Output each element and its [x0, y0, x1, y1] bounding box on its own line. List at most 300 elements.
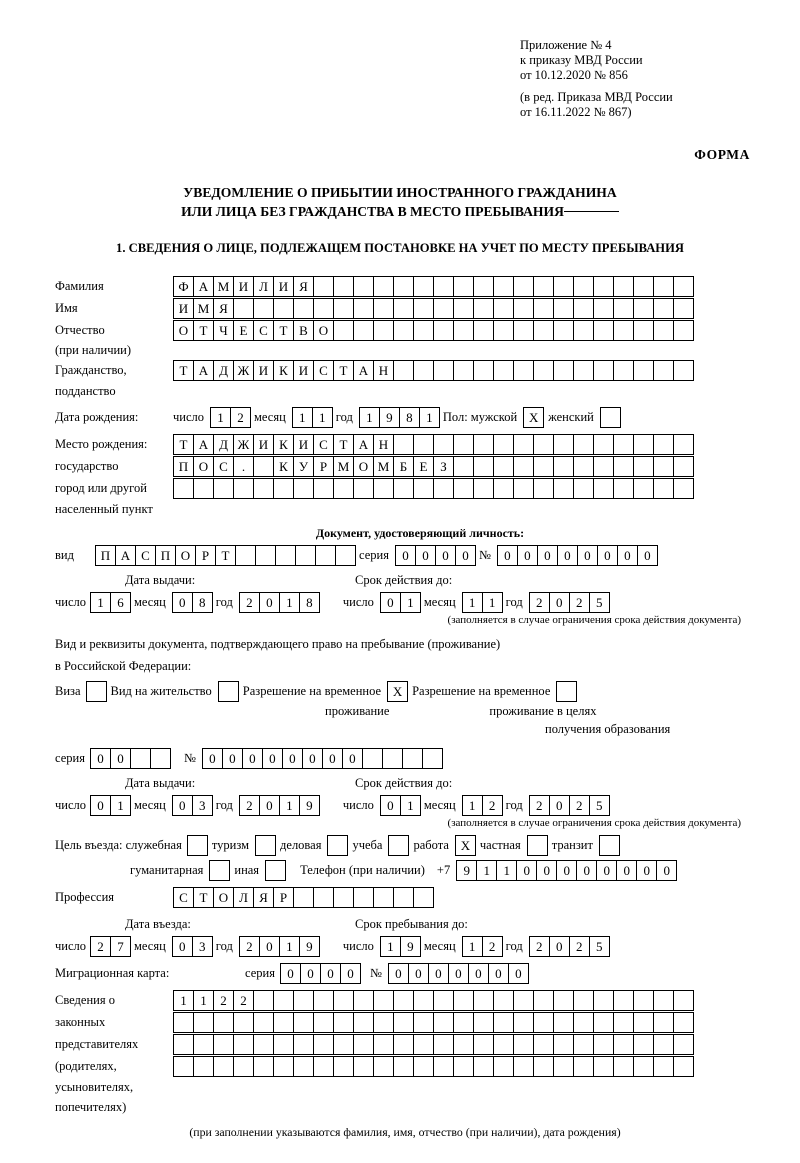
char-cell[interactable]: [593, 1056, 614, 1077]
char-cell[interactable]: [253, 1034, 274, 1055]
char-cell[interactable]: С: [173, 887, 194, 908]
char-cell[interactable]: М: [373, 456, 394, 477]
doc-issue-day-input[interactable]: [90, 592, 130, 613]
char-cell[interactable]: 1: [476, 860, 497, 881]
char-cell[interactable]: [473, 276, 494, 297]
char-cell[interactable]: [293, 990, 314, 1011]
char-cell[interactable]: И: [273, 276, 294, 297]
char-cell[interactable]: [653, 298, 674, 319]
char-cell[interactable]: [353, 1056, 374, 1077]
char-cell[interactable]: [493, 478, 514, 499]
char-cell[interactable]: .: [233, 456, 254, 477]
char-cell[interactable]: [273, 990, 294, 1011]
char-cell[interactable]: 0: [497, 545, 518, 566]
char-cell[interactable]: [253, 1012, 274, 1033]
char-cell[interactable]: [233, 1056, 254, 1077]
char-cell[interactable]: [335, 545, 356, 566]
char-cell[interactable]: [533, 1012, 554, 1033]
char-cell[interactable]: [633, 1056, 654, 1077]
char-cell[interactable]: [213, 478, 234, 499]
stay-valid-year-input[interactable]: [529, 795, 609, 816]
char-cell[interactable]: [573, 434, 594, 455]
char-cell[interactable]: [313, 1034, 334, 1055]
edu-residence-checkbox[interactable]: [556, 681, 577, 702]
char-cell[interactable]: [573, 360, 594, 381]
char-cell[interactable]: [673, 1056, 694, 1077]
char-cell[interactable]: [413, 276, 434, 297]
char-cell[interactable]: [633, 478, 654, 499]
char-cell[interactable]: И: [173, 298, 194, 319]
char-cell[interactable]: [315, 545, 336, 566]
char-cell[interactable]: [255, 545, 276, 566]
char-cell[interactable]: [413, 298, 434, 319]
char-cell[interactable]: [333, 1034, 354, 1055]
char-cell[interactable]: [433, 360, 454, 381]
char-cell[interactable]: [333, 1056, 354, 1077]
char-cell[interactable]: [402, 748, 423, 769]
char-cell[interactable]: [533, 434, 554, 455]
char-cell[interactable]: [533, 1056, 554, 1077]
char-cell[interactable]: 0: [90, 795, 111, 816]
char-cell[interactable]: [413, 887, 434, 908]
stay-issue-year-input[interactable]: [239, 795, 319, 816]
char-cell[interactable]: 5: [589, 936, 610, 957]
char-cell[interactable]: [533, 1034, 554, 1055]
char-cell[interactable]: [275, 545, 296, 566]
char-cell[interactable]: 0: [242, 748, 263, 769]
char-cell[interactable]: [293, 1034, 314, 1055]
stay-number-input[interactable]: [202, 748, 442, 769]
char-cell[interactable]: [293, 1012, 314, 1033]
char-cell[interactable]: [313, 478, 334, 499]
mig-number-input[interactable]: [388, 963, 528, 984]
char-cell[interactable]: [473, 478, 494, 499]
char-cell[interactable]: [453, 1034, 474, 1055]
char-cell[interactable]: [333, 1012, 354, 1033]
char-cell[interactable]: Л: [233, 887, 254, 908]
char-cell[interactable]: 0: [549, 795, 570, 816]
char-cell[interactable]: 2: [569, 795, 590, 816]
char-cell[interactable]: [253, 1056, 274, 1077]
char-cell[interactable]: [553, 1056, 574, 1077]
char-cell[interactable]: [213, 1034, 234, 1055]
char-cell[interactable]: [513, 990, 534, 1011]
char-cell[interactable]: [353, 887, 374, 908]
char-cell[interactable]: [593, 298, 614, 319]
char-cell[interactable]: [653, 276, 674, 297]
patronymic-input[interactable]: [173, 320, 693, 341]
char-cell[interactable]: 9: [379, 407, 400, 428]
char-cell[interactable]: У: [293, 456, 314, 477]
char-cell[interactable]: [293, 887, 314, 908]
char-cell[interactable]: [373, 1056, 394, 1077]
purpose-other-checkbox[interactable]: [265, 860, 286, 881]
char-cell[interactable]: [333, 320, 354, 341]
char-cell[interactable]: П: [155, 545, 176, 566]
purpose-study-checkbox[interactable]: [388, 835, 409, 856]
char-cell[interactable]: Т: [173, 434, 194, 455]
char-cell[interactable]: А: [193, 434, 214, 455]
char-cell[interactable]: [673, 990, 694, 1011]
char-cell[interactable]: [513, 298, 534, 319]
char-cell[interactable]: А: [193, 276, 214, 297]
char-cell[interactable]: [333, 276, 354, 297]
char-cell[interactable]: 0: [282, 748, 303, 769]
char-cell[interactable]: Т: [193, 887, 214, 908]
char-cell[interactable]: [473, 320, 494, 341]
char-cell[interactable]: [373, 320, 394, 341]
char-cell[interactable]: [193, 1056, 214, 1077]
char-cell[interactable]: 1: [173, 990, 194, 1011]
stay-valid-day-input[interactable]: [380, 795, 420, 816]
char-cell[interactable]: 0: [516, 860, 537, 881]
char-cell[interactable]: [273, 298, 294, 319]
char-cell[interactable]: [573, 1012, 594, 1033]
char-cell[interactable]: 1: [380, 936, 401, 957]
char-cell[interactable]: [235, 545, 256, 566]
char-cell[interactable]: О: [173, 320, 194, 341]
char-cell[interactable]: [433, 478, 454, 499]
char-cell[interactable]: [553, 1012, 574, 1033]
char-cell[interactable]: 2: [239, 795, 260, 816]
char-cell[interactable]: [533, 320, 554, 341]
char-cell[interactable]: Я: [253, 887, 274, 908]
char-cell[interactable]: Д: [213, 434, 234, 455]
char-cell[interactable]: Н: [373, 360, 394, 381]
char-cell[interactable]: Т: [333, 434, 354, 455]
profession-input[interactable]: [173, 887, 433, 908]
char-cell[interactable]: [313, 887, 334, 908]
stay-until-month-input[interactable]: [462, 936, 502, 957]
char-cell[interactable]: [433, 276, 454, 297]
char-cell[interactable]: [653, 1034, 674, 1055]
char-cell[interactable]: 0: [259, 936, 280, 957]
char-cell[interactable]: А: [193, 360, 214, 381]
char-cell[interactable]: [433, 1056, 454, 1077]
char-cell[interactable]: Я: [213, 298, 234, 319]
char-cell[interactable]: [473, 360, 494, 381]
char-cell[interactable]: 0: [408, 963, 429, 984]
char-cell[interactable]: [533, 478, 554, 499]
char-cell[interactable]: [513, 360, 534, 381]
char-cell[interactable]: [193, 1034, 214, 1055]
char-cell[interactable]: И: [293, 360, 314, 381]
char-cell[interactable]: [553, 360, 574, 381]
char-cell[interactable]: [653, 456, 674, 477]
char-cell[interactable]: [213, 1056, 234, 1077]
char-cell[interactable]: [373, 298, 394, 319]
char-cell[interactable]: 0: [262, 748, 283, 769]
char-cell[interactable]: 8: [192, 592, 213, 613]
char-cell[interactable]: [553, 478, 574, 499]
char-cell[interactable]: 0: [280, 963, 301, 984]
char-cell[interactable]: [573, 478, 594, 499]
char-cell[interactable]: Е: [233, 320, 254, 341]
char-cell[interactable]: [613, 298, 634, 319]
char-cell[interactable]: [553, 1034, 574, 1055]
char-cell[interactable]: [373, 887, 394, 908]
char-cell[interactable]: [433, 320, 454, 341]
char-cell[interactable]: 6: [110, 592, 131, 613]
char-cell[interactable]: [493, 1034, 514, 1055]
char-cell[interactable]: К: [273, 360, 294, 381]
char-cell[interactable]: 0: [617, 545, 638, 566]
char-cell[interactable]: [593, 990, 614, 1011]
char-cell[interactable]: 1: [279, 592, 300, 613]
char-cell[interactable]: 0: [517, 545, 538, 566]
char-cell[interactable]: [393, 320, 414, 341]
purpose-work-checkbox[interactable]: X: [455, 835, 476, 856]
char-cell[interactable]: И: [293, 434, 314, 455]
doc-issue-year-input[interactable]: [239, 592, 319, 613]
char-cell[interactable]: [493, 298, 514, 319]
char-cell[interactable]: [453, 456, 474, 477]
char-cell[interactable]: Е: [413, 456, 434, 477]
char-cell[interactable]: 9: [400, 936, 421, 957]
char-cell[interactable]: [413, 320, 434, 341]
char-cell[interactable]: 0: [222, 748, 243, 769]
char-cell[interactable]: С: [253, 320, 274, 341]
char-cell[interactable]: 0: [597, 545, 618, 566]
legal-rep-input-2[interactable]: [173, 1012, 693, 1033]
mig-series-input[interactable]: [280, 963, 360, 984]
char-cell[interactable]: [553, 298, 574, 319]
char-cell[interactable]: [653, 360, 674, 381]
char-cell[interactable]: [673, 320, 694, 341]
char-cell[interactable]: [613, 456, 634, 477]
char-cell[interactable]: [613, 478, 634, 499]
char-cell[interactable]: 1: [193, 990, 214, 1011]
char-cell[interactable]: [233, 478, 254, 499]
char-cell[interactable]: [493, 320, 514, 341]
char-cell[interactable]: 1: [279, 795, 300, 816]
char-cell[interactable]: [593, 1034, 614, 1055]
char-cell[interactable]: [473, 456, 494, 477]
char-cell[interactable]: Ж: [233, 434, 254, 455]
char-cell[interactable]: [573, 320, 594, 341]
birthplace-city-input-2[interactable]: [173, 478, 693, 499]
char-cell[interactable]: [453, 434, 474, 455]
char-cell[interactable]: А: [353, 360, 374, 381]
char-cell[interactable]: 2: [230, 407, 251, 428]
char-cell[interactable]: [293, 1056, 314, 1077]
char-cell[interactable]: [393, 990, 414, 1011]
char-cell[interactable]: И: [253, 434, 274, 455]
char-cell[interactable]: 0: [549, 936, 570, 957]
char-cell[interactable]: [473, 1012, 494, 1033]
char-cell[interactable]: 2: [529, 795, 550, 816]
char-cell[interactable]: [573, 990, 594, 1011]
char-cell[interactable]: 0: [577, 545, 598, 566]
surname-input[interactable]: [173, 276, 693, 297]
char-cell[interactable]: 2: [482, 795, 503, 816]
char-cell[interactable]: [253, 478, 274, 499]
char-cell[interactable]: Н: [373, 434, 394, 455]
char-cell[interactable]: М: [213, 276, 234, 297]
char-cell[interactable]: 1: [496, 860, 517, 881]
char-cell[interactable]: [653, 1012, 674, 1033]
char-cell[interactable]: [433, 1012, 454, 1033]
char-cell[interactable]: [613, 990, 634, 1011]
char-cell[interactable]: 0: [380, 592, 401, 613]
char-cell[interactable]: [413, 360, 434, 381]
purpose-transit-checkbox[interactable]: [599, 835, 620, 856]
entry-day-input[interactable]: [90, 936, 130, 957]
char-cell[interactable]: 0: [448, 963, 469, 984]
char-cell[interactable]: [293, 478, 314, 499]
char-cell[interactable]: [273, 1034, 294, 1055]
char-cell[interactable]: [673, 360, 694, 381]
char-cell[interactable]: [653, 434, 674, 455]
char-cell[interactable]: Б: [393, 456, 414, 477]
char-cell[interactable]: [513, 1012, 534, 1033]
char-cell[interactable]: 0: [380, 795, 401, 816]
char-cell[interactable]: [493, 456, 514, 477]
char-cell[interactable]: [553, 990, 574, 1011]
char-cell[interactable]: [593, 1012, 614, 1033]
sex-male-checkbox[interactable]: X: [523, 407, 544, 428]
char-cell[interactable]: 0: [342, 748, 363, 769]
birth-year-input[interactable]: [359, 407, 439, 428]
char-cell[interactable]: [353, 1012, 374, 1033]
char-cell[interactable]: [673, 1034, 694, 1055]
char-cell[interactable]: 0: [388, 963, 409, 984]
char-cell[interactable]: [193, 478, 214, 499]
name-input[interactable]: [173, 298, 693, 319]
char-cell[interactable]: [333, 990, 354, 1011]
char-cell[interactable]: П: [173, 456, 194, 477]
char-cell[interactable]: [393, 298, 414, 319]
char-cell[interactable]: [493, 276, 514, 297]
char-cell[interactable]: 0: [322, 748, 343, 769]
char-cell[interactable]: 0: [508, 963, 529, 984]
char-cell[interactable]: [313, 990, 334, 1011]
char-cell[interactable]: [613, 276, 634, 297]
doc-issue-month-input[interactable]: [172, 592, 212, 613]
birthplace-state-input[interactable]: [173, 434, 693, 455]
char-cell[interactable]: [433, 434, 454, 455]
char-cell[interactable]: 0: [636, 860, 657, 881]
temp-residence-checkbox[interactable]: X: [387, 681, 408, 702]
char-cell[interactable]: [173, 1034, 194, 1055]
char-cell[interactable]: Т: [273, 320, 294, 341]
birth-day-input[interactable]: [210, 407, 250, 428]
legal-rep-input-4[interactable]: [173, 1056, 693, 1077]
char-cell[interactable]: [613, 434, 634, 455]
char-cell[interactable]: [382, 748, 403, 769]
char-cell[interactable]: [333, 478, 354, 499]
char-cell[interactable]: [633, 990, 654, 1011]
char-cell[interactable]: [633, 360, 654, 381]
citizenship-input[interactable]: [173, 360, 693, 381]
char-cell[interactable]: 0: [488, 963, 509, 984]
char-cell[interactable]: 0: [259, 795, 280, 816]
char-cell[interactable]: 0: [616, 860, 637, 881]
legal-rep-input-1[interactable]: [173, 990, 693, 1011]
char-cell[interactable]: [553, 276, 574, 297]
char-cell[interactable]: [453, 298, 474, 319]
char-cell[interactable]: 1: [210, 407, 231, 428]
char-cell[interactable]: [393, 434, 414, 455]
char-cell[interactable]: 1: [279, 936, 300, 957]
purpose-official-checkbox[interactable]: [187, 835, 208, 856]
char-cell[interactable]: [173, 478, 194, 499]
char-cell[interactable]: 0: [320, 963, 341, 984]
char-cell[interactable]: [513, 320, 534, 341]
char-cell[interactable]: 1: [482, 592, 503, 613]
stay-issue-month-input[interactable]: [172, 795, 212, 816]
char-cell[interactable]: [633, 434, 654, 455]
char-cell[interactable]: 0: [172, 592, 193, 613]
char-cell[interactable]: [573, 456, 594, 477]
char-cell[interactable]: 0: [202, 748, 223, 769]
char-cell[interactable]: 0: [637, 545, 658, 566]
char-cell[interactable]: [593, 276, 614, 297]
purpose-private-checkbox[interactable]: [527, 835, 548, 856]
char-cell[interactable]: [213, 1012, 234, 1033]
legal-rep-input-3[interactable]: [173, 1034, 693, 1055]
char-cell[interactable]: [533, 298, 554, 319]
char-cell[interactable]: 0: [549, 592, 570, 613]
char-cell[interactable]: [493, 1012, 514, 1033]
char-cell[interactable]: [653, 990, 674, 1011]
char-cell[interactable]: 1: [462, 795, 483, 816]
char-cell[interactable]: [130, 748, 151, 769]
char-cell[interactable]: 7: [110, 936, 131, 957]
char-cell[interactable]: [173, 1012, 194, 1033]
char-cell[interactable]: [333, 298, 354, 319]
char-cell[interactable]: [633, 1012, 654, 1033]
char-cell[interactable]: [653, 478, 674, 499]
char-cell[interactable]: [313, 1012, 334, 1033]
sex-female-checkbox[interactable]: [600, 407, 621, 428]
doc-valid-month-input[interactable]: [462, 592, 502, 613]
char-cell[interactable]: [673, 276, 694, 297]
char-cell[interactable]: Т: [173, 360, 194, 381]
char-cell[interactable]: О: [193, 456, 214, 477]
char-cell[interactable]: [473, 990, 494, 1011]
char-cell[interactable]: 2: [482, 936, 503, 957]
char-cell[interactable]: А: [353, 434, 374, 455]
char-cell[interactable]: [393, 360, 414, 381]
char-cell[interactable]: 0: [536, 860, 557, 881]
char-cell[interactable]: 9: [299, 936, 320, 957]
char-cell[interactable]: [553, 434, 574, 455]
char-cell[interactable]: С: [213, 456, 234, 477]
char-cell[interactable]: Т: [333, 360, 354, 381]
char-cell[interactable]: 0: [395, 545, 416, 566]
char-cell[interactable]: С: [313, 434, 334, 455]
birth-month-input[interactable]: [292, 407, 332, 428]
char-cell[interactable]: 1: [400, 795, 421, 816]
char-cell[interactable]: [233, 1012, 254, 1033]
char-cell[interactable]: [413, 478, 434, 499]
char-cell[interactable]: 0: [557, 545, 578, 566]
char-cell[interactable]: [613, 320, 634, 341]
char-cell[interactable]: [353, 298, 374, 319]
char-cell[interactable]: 0: [556, 860, 577, 881]
char-cell[interactable]: [422, 748, 443, 769]
char-cell[interactable]: [673, 456, 694, 477]
char-cell[interactable]: [193, 1012, 214, 1033]
char-cell[interactable]: 0: [435, 545, 456, 566]
char-cell[interactable]: М: [193, 298, 214, 319]
char-cell[interactable]: [173, 1056, 194, 1077]
char-cell[interactable]: 0: [259, 592, 280, 613]
char-cell[interactable]: 0: [455, 545, 476, 566]
residence-checkbox[interactable]: [218, 681, 239, 702]
char-cell[interactable]: [393, 1056, 414, 1077]
